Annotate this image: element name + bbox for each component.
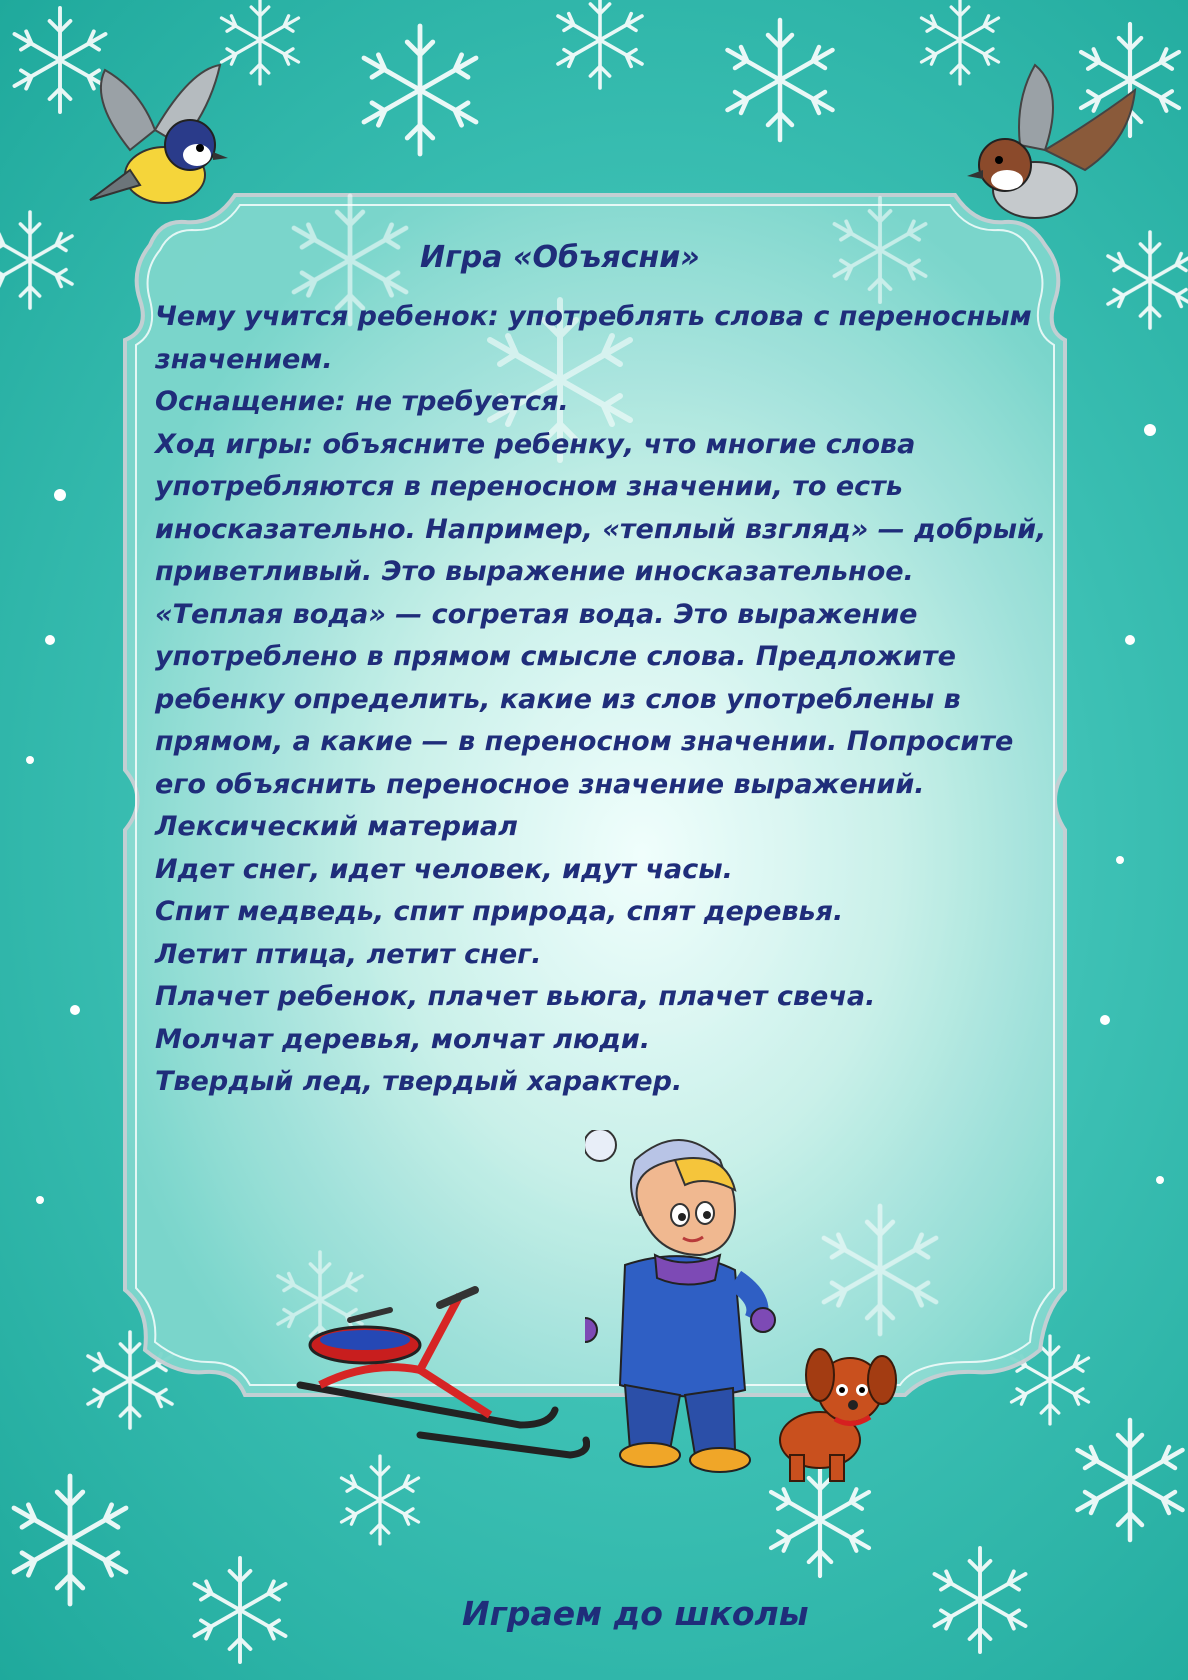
text-line: прямом, а какие — в переносном значении. Попросите — [155, 726, 1014, 757]
text-line: иносказательно. Например, «теплый взгляд» — добрый, — [155, 513, 1047, 545]
titmouse-bird-illustration — [70, 60, 240, 230]
text-line: Ход игры: объясните ребенку, что многие слова — [155, 428, 916, 460]
text-line: его объяснить переносное значение выражений. — [155, 768, 925, 800]
text-line: Молчат деревья, молчат люди. — [155, 1023, 651, 1055]
text-line: Спит медведь, спит природа, спят деревья. — [155, 896, 844, 927]
snow-scooter-illustration — [290, 1275, 590, 1460]
text-line: Оснащение: не требуется. — [155, 386, 569, 417]
text-line: «Теплая вода» — согретая вода. Это выражение — [155, 598, 918, 630]
text-line: Твердый лед, твердый характер. — [155, 1066, 683, 1097]
text-line: приветливый. Это выражение иносказательное. — [155, 556, 914, 587]
text-line: Чему учится ребенок: употреблять слова с переносным — [155, 301, 1032, 332]
sparrow-bird-illustration — [955, 60, 1145, 240]
game-description — [155, 296, 1075, 1176]
page-title: Игра «Объясни» — [420, 240, 700, 275]
section-heading: Лексический материал — [155, 811, 518, 842]
text-line: употребляются в переносном значении, то есть — [155, 471, 903, 502]
text-line: ребенку определить, какие из слов употреблены в — [155, 683, 961, 715]
text-line: Плачет ребенок, плачет вьюга, плачет свеча. — [155, 981, 876, 1012]
text-line: Идет снег, идет человек, идут часы. — [155, 853, 733, 885]
puppy-illustration — [770, 1345, 910, 1485]
footer-caption: Играем до школы — [462, 1594, 809, 1633]
text-line: значением. — [155, 343, 333, 375]
text-line: Летит птица, летит снег. — [155, 938, 542, 970]
text-line: употреблено в прямом смысле слова. Предложите — [155, 641, 956, 672]
child-in-winter-clothes-illustration — [585, 1130, 785, 1475]
